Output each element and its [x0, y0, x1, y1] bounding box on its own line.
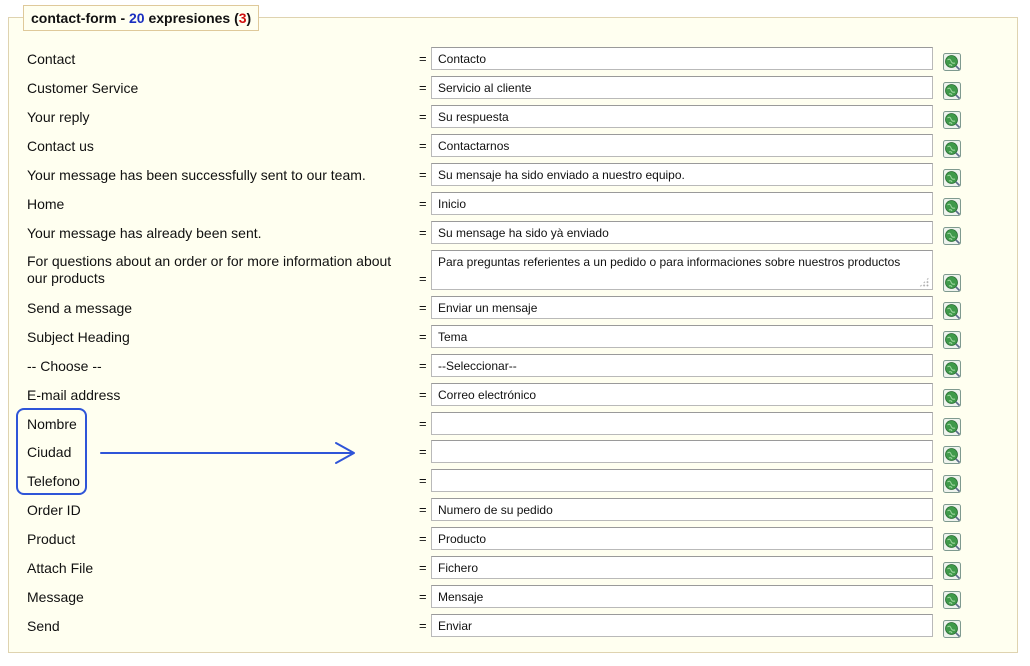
- equals-sign: =: [419, 358, 427, 373]
- translate-globe-icon[interactable]: [943, 140, 961, 158]
- source-text-label: Ciudad: [27, 444, 72, 460]
- translation-input[interactable]: [431, 440, 933, 463]
- source-text-label: Your message has already been sent.: [27, 225, 262, 241]
- source-text-label: Product: [27, 531, 76, 547]
- source-text-label: Your message has been successfully sent to our team.: [27, 167, 366, 183]
- source-text-label: Subject Heading: [27, 329, 130, 345]
- translate-globe-icon[interactable]: [943, 360, 961, 378]
- source-text-label: Order ID: [27, 502, 81, 518]
- module-name: contact-form: [31, 10, 117, 26]
- translate-globe-icon[interactable]: [943, 504, 961, 522]
- equals-sign: =: [419, 618, 427, 633]
- translation-input[interactable]: [431, 76, 933, 99]
- translation-input[interactable]: [431, 354, 933, 377]
- annotation-highlight-box: [16, 408, 87, 495]
- translate-globe-icon[interactable]: [943, 82, 961, 100]
- translation-input[interactable]: [431, 296, 933, 319]
- equals-sign: =: [419, 329, 427, 344]
- translate-globe-icon[interactable]: [943, 446, 961, 464]
- translate-globe-icon[interactable]: [943, 533, 961, 551]
- translation-input[interactable]: [431, 47, 933, 70]
- source-text-label: Contact: [27, 51, 76, 67]
- translation-input[interactable]: [431, 134, 933, 157]
- translate-globe-icon[interactable]: [943, 620, 961, 638]
- translation-input[interactable]: [431, 585, 933, 608]
- equals-sign: =: [419, 300, 427, 315]
- translate-globe-icon[interactable]: [943, 227, 961, 245]
- translate-globe-icon[interactable]: [943, 591, 961, 609]
- equals-sign: =: [419, 225, 427, 240]
- translation-input[interactable]: [431, 527, 933, 550]
- expression-count: 20: [129, 10, 145, 26]
- source-text-label: Attach File: [27, 560, 94, 576]
- translate-globe-icon[interactable]: [943, 198, 961, 216]
- equals-sign: =: [419, 167, 427, 182]
- source-text-label: Send: [27, 618, 60, 634]
- source-text-label: Your reply: [27, 109, 90, 125]
- equals-sign: =: [419, 387, 427, 402]
- translate-globe-icon[interactable]: [943, 389, 961, 407]
- translation-input[interactable]: [431, 498, 933, 521]
- translate-globe-icon[interactable]: [943, 302, 961, 320]
- equals-sign: =: [419, 473, 427, 488]
- equals-sign: =: [419, 416, 427, 431]
- equals-sign: =: [419, 196, 427, 211]
- translate-globe-icon[interactable]: [943, 562, 961, 580]
- translate-globe-icon[interactable]: [943, 475, 961, 493]
- source-text-label: Message: [27, 589, 84, 605]
- fieldset-legend: contact-form - 20 expresiones (3): [23, 5, 259, 31]
- translation-textarea[interactable]: [431, 250, 933, 290]
- translation-input[interactable]: [431, 412, 933, 435]
- translation-input[interactable]: [431, 614, 933, 637]
- equals-sign: =: [419, 51, 427, 66]
- resize-grip-icon[interactable]: [919, 277, 929, 287]
- source-text-label: Contact us: [27, 138, 94, 154]
- annotation-arrow-icon: [98, 440, 360, 466]
- source-text-label: Send a message: [27, 300, 133, 316]
- translation-input[interactable]: [431, 105, 933, 128]
- source-text-label: For questions about an order or for more information about our products: [27, 253, 392, 286]
- equals-sign: =: [419, 444, 427, 459]
- translate-globe-icon[interactable]: [943, 274, 961, 292]
- equals-sign: =: [419, 80, 427, 95]
- equals-sign: =: [419, 531, 427, 546]
- source-text-label: Nombre: [27, 416, 77, 432]
- translation-input[interactable]: [431, 163, 933, 186]
- translation-textarea-text: Para preguntas referientes a un pedido o para informaciones sobre nuestros productos: [438, 255, 901, 269]
- translation-input[interactable]: [431, 469, 933, 492]
- source-text-label: Home: [27, 196, 65, 212]
- equals-sign: =: [419, 560, 427, 575]
- translation-input[interactable]: [431, 192, 933, 215]
- equals-sign: =: [419, 589, 427, 604]
- equals-sign: =: [419, 138, 427, 153]
- translation-input[interactable]: [431, 383, 933, 406]
- equals-sign: =: [419, 502, 427, 517]
- translate-globe-icon[interactable]: [943, 169, 961, 187]
- source-text-label: Customer Service: [27, 80, 139, 96]
- equals-sign: =: [419, 271, 427, 286]
- source-text-label: -- Choose --: [27, 358, 102, 374]
- translate-globe-icon[interactable]: [943, 331, 961, 349]
- translation-input[interactable]: [431, 221, 933, 244]
- translation-input[interactable]: [431, 325, 933, 348]
- source-text-label: E-mail address: [27, 387, 121, 403]
- translate-globe-icon[interactable]: [943, 53, 961, 71]
- equals-sign: =: [419, 109, 427, 124]
- source-text-label: Telefono: [27, 473, 80, 489]
- translation-input[interactable]: [431, 556, 933, 579]
- translate-globe-icon[interactable]: [943, 111, 961, 129]
- missing-count: 3: [238, 10, 247, 26]
- translate-globe-icon[interactable]: [943, 418, 961, 436]
